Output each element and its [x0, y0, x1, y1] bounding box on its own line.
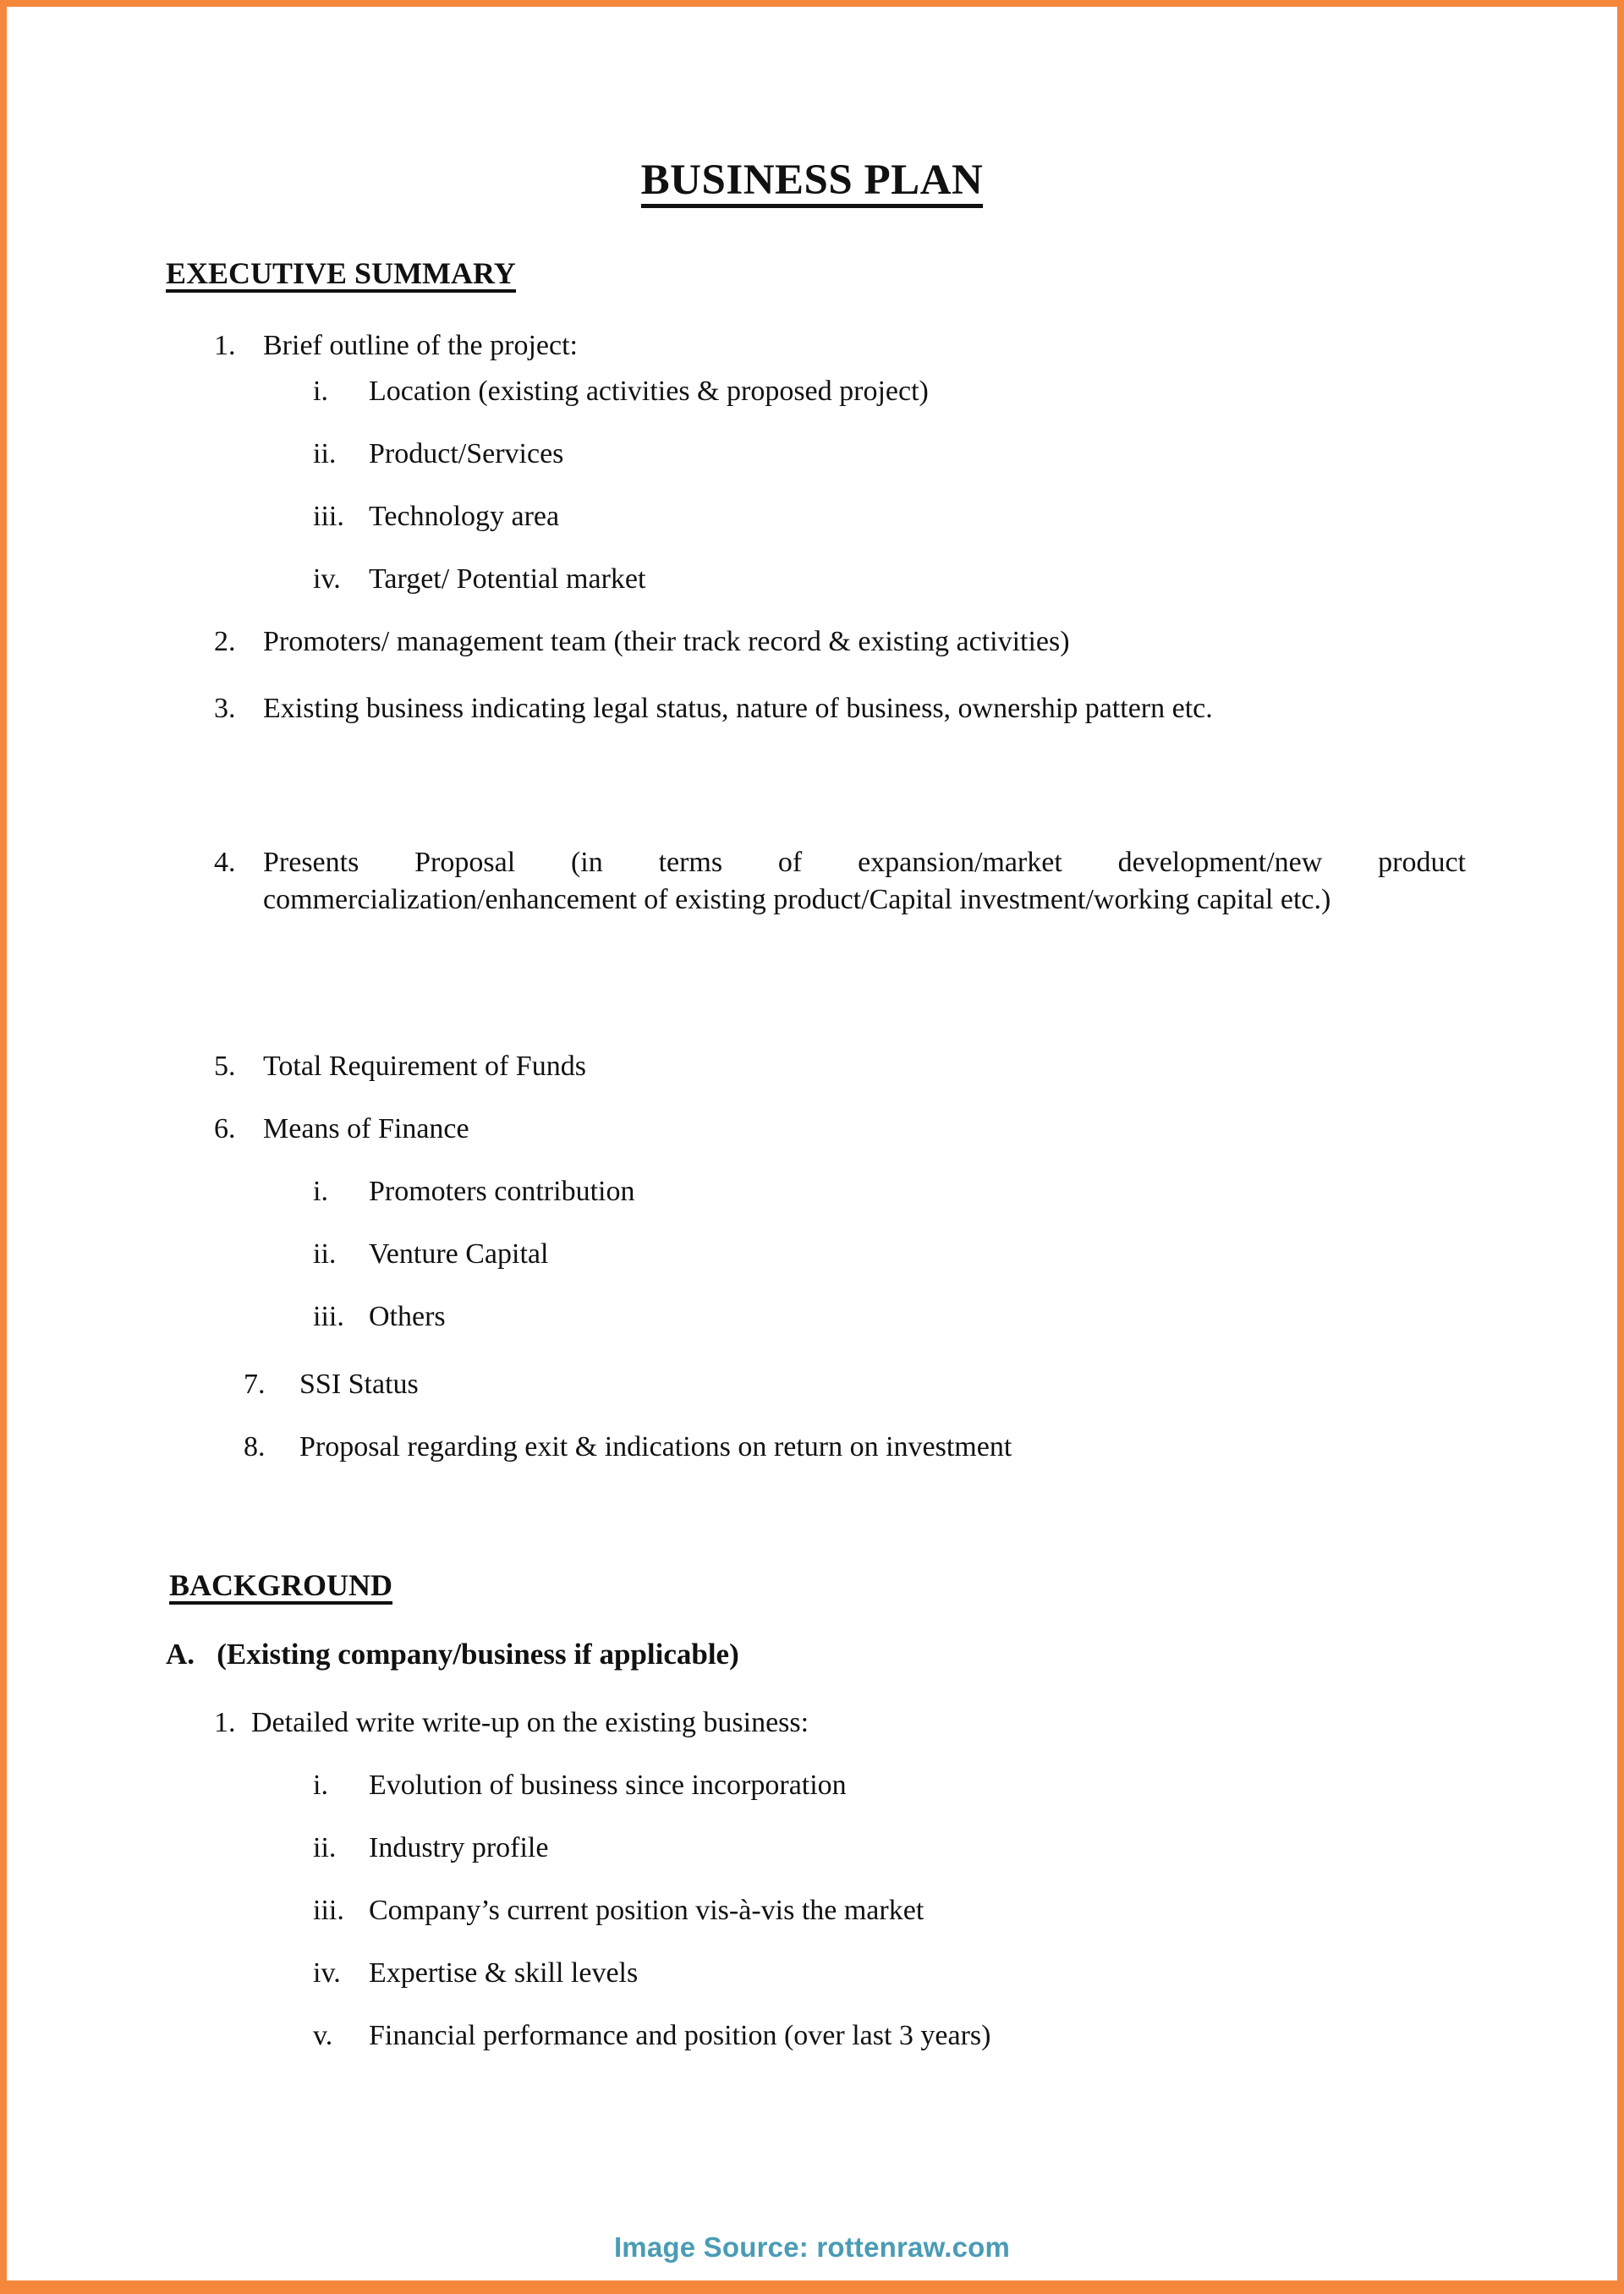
list-item-text: Evolution of business since incorporation — [369, 1770, 847, 1801]
list-item — [313, 1771, 1463, 1800]
list-marker: 2. — [214, 626, 236, 657]
list-item-text: Existing business indicating legal status, nature of business, ownership pattern etc. — [263, 693, 1213, 724]
list-item — [244, 1433, 1462, 1462]
list-item-text: Presents Proposal (in terms of expansion/market development/new product commercialization/enhancement of existing product/Capital investment/working capital etc.) — [263, 847, 1466, 915]
list-marker: 3. — [214, 693, 236, 724]
list-marker: i. — [313, 1176, 328, 1207]
list-item — [214, 1115, 1466, 1144]
list-item — [244, 1370, 1462, 1399]
list-item — [313, 1834, 1463, 1863]
image-source-caption: Image Source: rottenraw.com — [613, 2231, 1011, 2263]
list-marker: ii. — [313, 1238, 337, 1270]
section-heading-executive-summary — [166, 258, 516, 293]
list-item-text: Proposal regarding exit & indications on return on investment — [299, 1431, 1012, 1463]
list-item — [313, 1896, 1463, 1925]
list-item-text: Product/Services — [369, 438, 564, 469]
list-item-text: Brief outline of the project: — [263, 330, 578, 361]
list-marker: iii. — [313, 501, 344, 532]
list-item — [313, 1303, 1463, 1331]
list-item — [313, 440, 1463, 469]
list-item-text: Location (existing activities & proposed project) — [369, 376, 929, 407]
section-subheading-background: A. (Existing company/business if applicable) — [166, 1638, 739, 1671]
list-item — [313, 1959, 1463, 1988]
list-marker: iv. — [313, 1957, 341, 1989]
list-item-text: Industry profile — [369, 1832, 549, 1863]
document-sheet — [7, 7, 1617, 2199]
list-item — [313, 565, 1463, 594]
list-item-text: Target/ Potential market — [369, 563, 646, 595]
list-marker: iii. — [313, 1301, 344, 1332]
list-item — [214, 690, 1466, 727]
list-item-text: Others — [369, 1301, 446, 1332]
section-heading-executive-summary-text: EXECUTIVE SUMMARY — [166, 258, 516, 293]
list-marker: iii. — [313, 1895, 344, 1926]
list-marker: iv. — [313, 563, 341, 595]
page-title-text: BUSINESS PLAN — [641, 159, 984, 208]
list-item — [313, 2022, 1463, 2050]
list-marker: v. — [313, 2020, 333, 2051]
list-item — [313, 1240, 1463, 1269]
list-item — [214, 1709, 1466, 1737]
list-item-text: Means of Finance — [263, 1113, 469, 1144]
list-item-text: Expertise & skill levels — [369, 1957, 639, 1989]
list-marker: ii. — [313, 1832, 337, 1863]
list-marker: ii. — [313, 438, 337, 469]
list-marker: 4. — [214, 847, 236, 878]
list-marker: 6. — [214, 1113, 236, 1144]
list-item-text: Venture Capital — [369, 1238, 549, 1270]
list-item — [214, 628, 1466, 656]
list-item — [214, 332, 1466, 360]
list-item-text: Technology area — [369, 501, 560, 532]
list-marker: i. — [313, 1770, 328, 1801]
list-item-text: Promoters/ management team (their track record & existing activities) — [263, 626, 1070, 657]
list-item-text: Detailed write write-up on the existing business: — [251, 1707, 809, 1738]
list-item — [214, 1052, 1466, 1081]
list-item — [313, 1177, 1463, 1206]
list-marker: 1. — [214, 330, 236, 361]
list-item-text: Total Requirement of Funds — [263, 1051, 586, 1082]
list-item-text: Company’s current position vis-à-vis the market — [369, 1895, 924, 1926]
list-marker: 1. — [214, 1707, 236, 1738]
list-item-text: SSI Status — [299, 1369, 419, 1400]
list-marker: i. — [313, 376, 328, 407]
list-item — [313, 502, 1463, 531]
list-marker: 8. — [244, 1431, 266, 1463]
list-marker: 7. — [244, 1369, 266, 1400]
page-title — [7, 7, 1617, 208]
list-item-text: Financial performance and position (over last 3 years) — [369, 2020, 991, 2051]
section-heading-background — [169, 1570, 392, 1605]
list-item — [313, 377, 1463, 406]
section-heading-background-text: BACKGROUND — [169, 1570, 392, 1605]
list-item — [214, 844, 1466, 918]
list-item-text: Promoters contribution — [369, 1176, 635, 1207]
list-marker: 5. — [214, 1051, 236, 1082]
